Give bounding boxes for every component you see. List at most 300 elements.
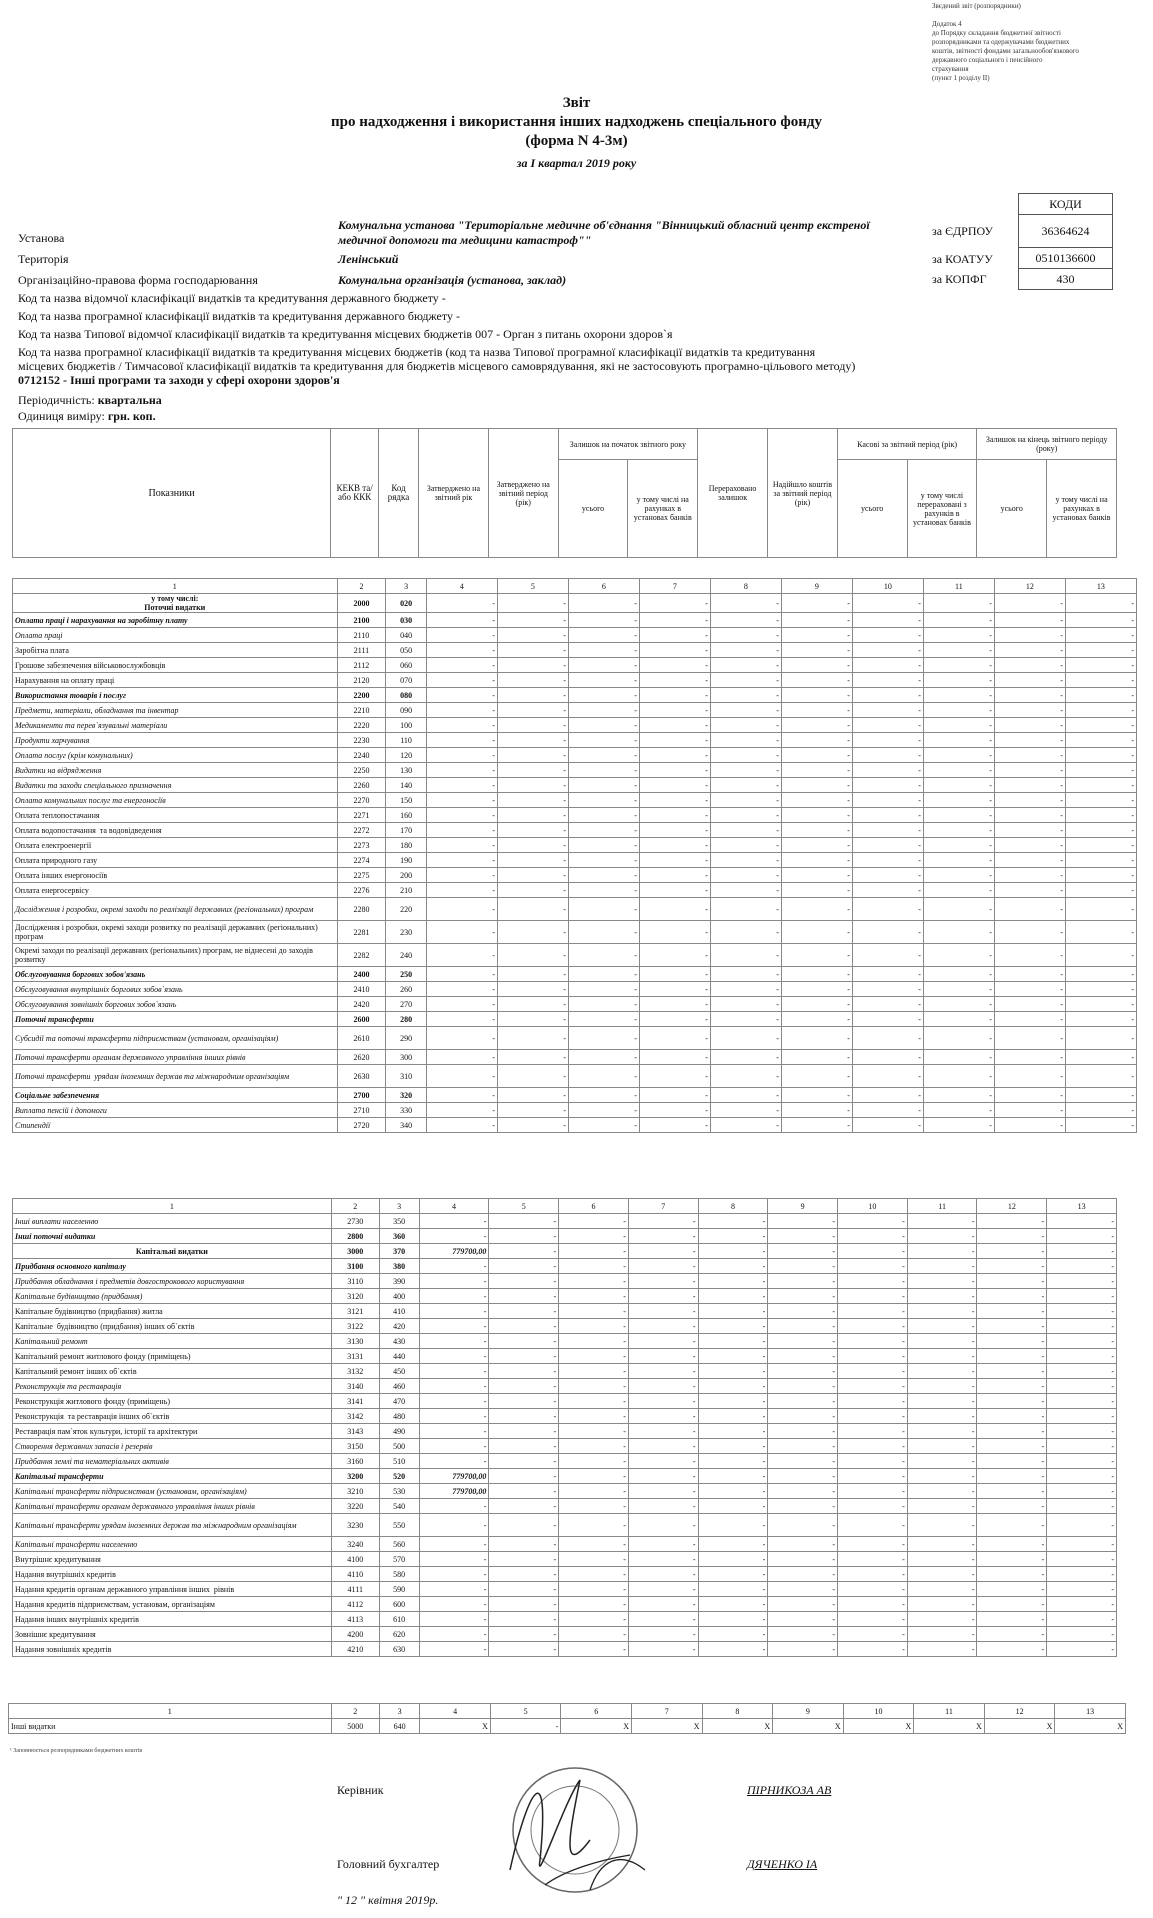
row-value: - bbox=[639, 778, 710, 793]
row-value: - bbox=[426, 703, 497, 718]
row-value: - bbox=[977, 1364, 1047, 1379]
row-name: Надання зовнішніх кредитів bbox=[13, 1642, 332, 1657]
row-value: - bbox=[559, 1334, 629, 1349]
footnote: ¹ Заповнюється розпорядниками бюджетних коштів bbox=[10, 1748, 143, 1754]
row-kekv: 3121 bbox=[331, 1304, 379, 1319]
row-value: - bbox=[994, 997, 1065, 1012]
row-value: - bbox=[639, 883, 710, 898]
column-number: 3 bbox=[386, 579, 427, 594]
row-value: - bbox=[1047, 1454, 1117, 1469]
column-number: 9 bbox=[773, 1704, 844, 1719]
row-name: Виплата пенсій і допомоги bbox=[13, 1103, 338, 1118]
column-number: 7 bbox=[639, 579, 710, 594]
row-code: 240 bbox=[386, 944, 427, 967]
row-value: - bbox=[768, 1259, 838, 1274]
row-value: - bbox=[710, 793, 781, 808]
row-kekv: 2000 bbox=[337, 594, 386, 613]
column-number: 4 bbox=[419, 1199, 489, 1214]
row-value: - bbox=[768, 1289, 838, 1304]
row-name: Капітальний ремонт bbox=[13, 1334, 332, 1349]
row-value: - bbox=[489, 1597, 559, 1612]
row-value: - bbox=[907, 1334, 977, 1349]
report-title: Звіт bbox=[562, 95, 591, 111]
row-name: Заробітна плата bbox=[13, 643, 338, 658]
row-value: X bbox=[420, 1719, 491, 1734]
row-kekv: 2610 bbox=[337, 1027, 386, 1050]
row-value: - bbox=[426, 883, 497, 898]
row-value: - bbox=[426, 1027, 497, 1050]
row-code: 630 bbox=[379, 1642, 419, 1657]
row-name: Капітальні трансферти органам державного управління інших рівнів bbox=[13, 1499, 332, 1514]
row-value: - bbox=[781, 613, 852, 628]
label-territory: Територія bbox=[18, 252, 69, 266]
row-value: - bbox=[923, 1027, 994, 1050]
table-row bbox=[13, 1103, 1137, 1118]
row-value: - bbox=[768, 1597, 838, 1612]
row-value: - bbox=[768, 1612, 838, 1627]
row-code: 280 bbox=[386, 1012, 427, 1027]
row-value: - bbox=[559, 1409, 629, 1424]
row-value: - bbox=[994, 748, 1065, 763]
form-number: (форма N 4-3м) bbox=[525, 133, 628, 149]
row-value: - bbox=[923, 748, 994, 763]
row-value: - bbox=[489, 1289, 559, 1304]
row-value: - bbox=[852, 868, 923, 883]
row-value: - bbox=[1065, 1027, 1136, 1050]
row-value: - bbox=[781, 1012, 852, 1027]
row-value: - bbox=[568, 1012, 639, 1027]
row-value: - bbox=[838, 1409, 908, 1424]
row-kekv: 2420 bbox=[337, 997, 386, 1012]
row-value: - bbox=[768, 1394, 838, 1409]
table-row bbox=[13, 628, 1137, 643]
column-number: 6 bbox=[561, 1704, 632, 1719]
row-value: - bbox=[419, 1229, 489, 1244]
row-name: Капітальні трансферти населенню bbox=[13, 1537, 332, 1552]
row-kekv: 3143 bbox=[331, 1424, 379, 1439]
row-name: Внутрішнє кредитування bbox=[13, 1552, 332, 1567]
row-code: 030 bbox=[386, 613, 427, 628]
row-kekv: 2271 bbox=[337, 808, 386, 823]
column-number: 12 bbox=[977, 1199, 1047, 1214]
row-name: Оплата комунальних послуг та енергоносіїв bbox=[13, 793, 338, 808]
code-kopfg: 430 bbox=[1019, 269, 1113, 290]
row-value: - bbox=[489, 1514, 559, 1537]
row-value: - bbox=[852, 733, 923, 748]
corner-note-line bbox=[932, 11, 1142, 20]
row-code: 460 bbox=[379, 1379, 419, 1394]
row-code: 640 bbox=[379, 1719, 419, 1734]
column-number: 6 bbox=[568, 579, 639, 594]
row-value: - bbox=[698, 1394, 768, 1409]
row-value: - bbox=[852, 838, 923, 853]
hdr-approved-year: Затверджено на звітний рік bbox=[418, 429, 488, 558]
signature-stamp bbox=[470, 1740, 670, 1910]
row-value: - bbox=[710, 643, 781, 658]
row-code: 330 bbox=[386, 1103, 427, 1118]
row-value: - bbox=[907, 1567, 977, 1582]
row-value: - bbox=[1065, 748, 1136, 763]
row-value: - bbox=[838, 1499, 908, 1514]
row-value: - bbox=[426, 853, 497, 868]
row-value: - bbox=[419, 1642, 489, 1657]
row-code: 220 bbox=[386, 898, 427, 921]
row-value: - bbox=[1065, 1088, 1136, 1103]
row-value: - bbox=[559, 1499, 629, 1514]
row-value: - bbox=[639, 898, 710, 921]
table-current-expenses bbox=[12, 578, 1137, 1133]
label-edrpou: за ЄДРПОУ bbox=[932, 224, 994, 238]
row-name: Соціальне забезпечення bbox=[13, 1088, 338, 1103]
row-value: - bbox=[710, 594, 781, 613]
accountant-label: Головний бухгалтер bbox=[337, 1857, 440, 1871]
row-value: - bbox=[628, 1582, 698, 1597]
row-value: - bbox=[497, 1088, 568, 1103]
row-value: X bbox=[843, 1719, 914, 1734]
row-code: 170 bbox=[386, 823, 427, 838]
hdr-start-bank: у тому числі на рахунках в установах банків bbox=[628, 460, 698, 558]
row-value: - bbox=[710, 688, 781, 703]
row-value: - bbox=[710, 718, 781, 733]
row-value: - bbox=[923, 688, 994, 703]
row-value: - bbox=[489, 1567, 559, 1582]
row-value: - bbox=[426, 982, 497, 997]
row-value: - bbox=[838, 1304, 908, 1319]
row-value: - bbox=[419, 1454, 489, 1469]
row-name: Оплата електроенергії bbox=[13, 838, 338, 853]
row-value: - bbox=[907, 1537, 977, 1552]
row-value: - bbox=[568, 658, 639, 673]
row-name: Інші поточні видатки bbox=[13, 1229, 332, 1244]
row-value: - bbox=[923, 643, 994, 658]
row-value: - bbox=[710, 868, 781, 883]
row-value: - bbox=[1065, 883, 1136, 898]
column-number: 3 bbox=[379, 1199, 419, 1214]
row-value: - bbox=[923, 673, 994, 688]
table-row bbox=[13, 1027, 1137, 1050]
row-value: - bbox=[628, 1334, 698, 1349]
row-value: - bbox=[1065, 1065, 1136, 1088]
row-value: - bbox=[994, 628, 1065, 643]
report-subtitle: про надходження і використання інших надходжень спеціального фонду bbox=[330, 114, 822, 130]
row-value: - bbox=[568, 1027, 639, 1050]
row-value: - bbox=[994, 944, 1065, 967]
row-value: - bbox=[977, 1552, 1047, 1567]
row-value: - bbox=[852, 673, 923, 688]
row-value: - bbox=[923, 613, 994, 628]
program-code: 0712152 - Інші програми та заходи у сфері охорони здоров'я bbox=[18, 373, 340, 387]
row-value: - bbox=[994, 1012, 1065, 1027]
row-value: - bbox=[426, 967, 497, 982]
row-value: - bbox=[852, 594, 923, 613]
row-value: - bbox=[923, 883, 994, 898]
hdr-kekv: КЕКВ та/або ККК bbox=[331, 429, 379, 558]
row-value: - bbox=[838, 1229, 908, 1244]
row-value: - bbox=[559, 1289, 629, 1304]
row-value: - bbox=[838, 1289, 908, 1304]
row-value: - bbox=[1047, 1552, 1117, 1567]
table-row bbox=[13, 1439, 1117, 1454]
row-code: 350 bbox=[379, 1214, 419, 1229]
row-value: - bbox=[852, 763, 923, 778]
row-value: - bbox=[1047, 1349, 1117, 1364]
row-value: - bbox=[923, 778, 994, 793]
row-value: - bbox=[1065, 718, 1136, 733]
column-number: 5 bbox=[497, 579, 568, 594]
row-value: - bbox=[710, 921, 781, 944]
row-value: - bbox=[710, 673, 781, 688]
row-code: 310 bbox=[386, 1065, 427, 1088]
row-value: - bbox=[639, 1088, 710, 1103]
row-value: - bbox=[907, 1394, 977, 1409]
report-period: за I квартал 2019 року bbox=[516, 156, 637, 170]
row-value: - bbox=[497, 778, 568, 793]
row-value: - bbox=[977, 1597, 1047, 1612]
row-value: - bbox=[781, 763, 852, 778]
table-row bbox=[13, 673, 1137, 688]
row-value: - bbox=[497, 1065, 568, 1088]
row-value: - bbox=[426, 688, 497, 703]
row-value: - bbox=[710, 1012, 781, 1027]
row-value: - bbox=[1047, 1259, 1117, 1274]
row-value: - bbox=[923, 982, 994, 997]
row-value: - bbox=[568, 1065, 639, 1088]
row-code: 450 bbox=[379, 1364, 419, 1379]
row-value: - bbox=[559, 1439, 629, 1454]
row-value: - bbox=[907, 1552, 977, 1567]
row-value: - bbox=[768, 1627, 838, 1642]
row-value: - bbox=[489, 1469, 559, 1484]
row-value: - bbox=[838, 1364, 908, 1379]
row-value: - bbox=[907, 1259, 977, 1274]
table-capital-expenses bbox=[12, 1198, 1117, 1657]
row-kekv: 4210 bbox=[331, 1642, 379, 1657]
row-code: 250 bbox=[386, 967, 427, 982]
row-value: - bbox=[639, 838, 710, 853]
hdr-cash-total: усього bbox=[837, 460, 907, 558]
row-kekv: 4200 bbox=[331, 1627, 379, 1642]
row-value: - bbox=[497, 673, 568, 688]
row-value: X bbox=[561, 1719, 632, 1734]
row-code: 500 bbox=[379, 1439, 419, 1454]
row-kekv: 4100 bbox=[331, 1552, 379, 1567]
table-row bbox=[13, 1514, 1117, 1537]
row-value: - bbox=[568, 778, 639, 793]
row-value: - bbox=[1065, 898, 1136, 921]
row-value: - bbox=[768, 1469, 838, 1484]
row-kekv: 3230 bbox=[331, 1514, 379, 1537]
row-value: - bbox=[710, 1118, 781, 1133]
row-value: - bbox=[426, 673, 497, 688]
row-value: - bbox=[852, 921, 923, 944]
row-name: Оплата праці і нарахування на заробітну плату bbox=[13, 613, 338, 628]
row-value: - bbox=[426, 748, 497, 763]
row-value: - bbox=[852, 688, 923, 703]
row-value: - bbox=[639, 688, 710, 703]
row-name: Обслуговування боргових зобов'язань bbox=[13, 967, 338, 982]
table-row bbox=[13, 921, 1137, 944]
row-value: - bbox=[852, 1012, 923, 1027]
row-value: - bbox=[838, 1319, 908, 1334]
row-value: - bbox=[497, 733, 568, 748]
row-value: - bbox=[781, 658, 852, 673]
row-value: - bbox=[698, 1319, 768, 1334]
row-value: - bbox=[781, 628, 852, 643]
table-row bbox=[13, 1409, 1117, 1424]
row-name: Оплата послуг (крім комунальних) bbox=[13, 748, 338, 763]
row-value: - bbox=[994, 1088, 1065, 1103]
table-row bbox=[13, 1567, 1117, 1582]
row-value: - bbox=[852, 1050, 923, 1065]
table-row bbox=[13, 1537, 1117, 1552]
table-row bbox=[13, 1118, 1137, 1133]
row-value: - bbox=[838, 1214, 908, 1229]
row-value: - bbox=[639, 853, 710, 868]
row-code: 090 bbox=[386, 703, 427, 718]
row-value: - bbox=[497, 658, 568, 673]
row-value: - bbox=[559, 1552, 629, 1567]
row-kekv: 2100 bbox=[337, 613, 386, 628]
row-value: - bbox=[710, 1065, 781, 1088]
row-value: - bbox=[419, 1259, 489, 1274]
row-value: - bbox=[768, 1454, 838, 1469]
row-value: - bbox=[781, 594, 852, 613]
row-value: - bbox=[489, 1537, 559, 1552]
row-value: - bbox=[1047, 1334, 1117, 1349]
row-value: - bbox=[426, 733, 497, 748]
table-row bbox=[13, 967, 1137, 982]
row-name: Оплата енергосервісу bbox=[13, 883, 338, 898]
row-value: - bbox=[628, 1499, 698, 1514]
row-value: - bbox=[838, 1244, 908, 1259]
row-name: Обслуговування зовнішніх боргових зобов`язань bbox=[13, 997, 338, 1012]
row-value: - bbox=[419, 1304, 489, 1319]
row-value: - bbox=[489, 1274, 559, 1289]
row-value: - bbox=[628, 1274, 698, 1289]
row-value: - bbox=[559, 1514, 629, 1537]
row-value: - bbox=[710, 1088, 781, 1103]
row-value: - bbox=[426, 793, 497, 808]
row-value: - bbox=[1047, 1274, 1117, 1289]
row-value: - bbox=[426, 808, 497, 823]
row-value: - bbox=[419, 1582, 489, 1597]
table-row bbox=[13, 1319, 1117, 1334]
row-value: - bbox=[559, 1364, 629, 1379]
row-value: - bbox=[497, 808, 568, 823]
row-name: Видатки на відрядження bbox=[13, 763, 338, 778]
table-row bbox=[13, 594, 1137, 613]
row-name: Надання кредитів органам державного управління інших рівнів bbox=[13, 1582, 332, 1597]
row-code: 070 bbox=[386, 673, 427, 688]
row-name: Використання товарів і послуг bbox=[13, 688, 338, 703]
accountant-name: ДЯЧЕНКО ІА bbox=[747, 1857, 818, 1871]
row-value: - bbox=[907, 1597, 977, 1612]
corner-note-line: коштів, звітності фондами загальнообов'язкового bbox=[932, 47, 1079, 55]
row-kekv: 2730 bbox=[331, 1214, 379, 1229]
row-value: - bbox=[628, 1642, 698, 1657]
row-name: Капітальні видатки bbox=[13, 1244, 332, 1259]
row-value: - bbox=[426, 658, 497, 673]
row-value: - bbox=[426, 1103, 497, 1118]
row-value: - bbox=[781, 982, 852, 997]
row-value: - bbox=[923, 898, 994, 921]
row-value: - bbox=[419, 1319, 489, 1334]
row-value: - bbox=[1065, 688, 1136, 703]
row-kekv: 2270 bbox=[337, 793, 386, 808]
row-value: - bbox=[419, 1214, 489, 1229]
row-kekv: 3200 bbox=[331, 1469, 379, 1484]
row-value: - bbox=[994, 658, 1065, 673]
row-value: - bbox=[426, 868, 497, 883]
row-value: - bbox=[497, 898, 568, 921]
column-number: 4 bbox=[420, 1704, 491, 1719]
row-code: 100 bbox=[386, 718, 427, 733]
row-value: - bbox=[907, 1379, 977, 1394]
column-number: 2 bbox=[331, 1704, 379, 1719]
row-value: - bbox=[489, 1334, 559, 1349]
row-value: - bbox=[628, 1627, 698, 1642]
row-value: - bbox=[852, 944, 923, 967]
corner-note-line: страхування bbox=[932, 65, 969, 73]
row-value: - bbox=[838, 1514, 908, 1537]
row-value: - bbox=[698, 1304, 768, 1319]
row-code: 050 bbox=[386, 643, 427, 658]
row-value: - bbox=[977, 1567, 1047, 1582]
row-value: - bbox=[852, 628, 923, 643]
row-value: - bbox=[426, 643, 497, 658]
row-value: - bbox=[923, 921, 994, 944]
row-code: 120 bbox=[386, 748, 427, 763]
row-value: - bbox=[698, 1567, 768, 1582]
row-value: - bbox=[698, 1597, 768, 1612]
row-kekv: 2230 bbox=[337, 733, 386, 748]
corner-note-line: до Порядку складання бюджетної звітності bbox=[932, 29, 1061, 37]
row-value: - bbox=[1065, 1103, 1136, 1118]
row-value: 779700,00 bbox=[419, 1484, 489, 1499]
row-code: 400 bbox=[379, 1289, 419, 1304]
table-row bbox=[13, 982, 1137, 997]
row-value: - bbox=[768, 1424, 838, 1439]
row-value: - bbox=[559, 1484, 629, 1499]
row-value: - bbox=[568, 982, 639, 997]
row-value: - bbox=[426, 898, 497, 921]
row-name: Капітальний ремонт житлового фонду (приміщень) bbox=[13, 1349, 332, 1364]
row-value: - bbox=[1065, 808, 1136, 823]
table-row bbox=[13, 883, 1137, 898]
row-code: 290 bbox=[386, 1027, 427, 1050]
table-row bbox=[13, 1469, 1117, 1484]
row-value: X bbox=[914, 1719, 985, 1734]
row-value: - bbox=[907, 1244, 977, 1259]
row-name: Оплата інших енергоносіїв bbox=[13, 868, 338, 883]
row-value: - bbox=[639, 823, 710, 838]
table-row bbox=[13, 1304, 1117, 1319]
row-value: - bbox=[568, 1103, 639, 1118]
row-value: - bbox=[994, 883, 1065, 898]
row-value: - bbox=[710, 823, 781, 838]
table-row bbox=[13, 1454, 1117, 1469]
row-value: - bbox=[628, 1244, 698, 1259]
table-row bbox=[13, 658, 1137, 673]
row-value: - bbox=[698, 1364, 768, 1379]
row-value: - bbox=[1047, 1319, 1117, 1334]
row-value: - bbox=[497, 703, 568, 718]
row-value: - bbox=[994, 982, 1065, 997]
column-number: 10 bbox=[852, 579, 923, 594]
row-value: - bbox=[639, 868, 710, 883]
row-value: - bbox=[907, 1364, 977, 1379]
row-value: - bbox=[781, 733, 852, 748]
